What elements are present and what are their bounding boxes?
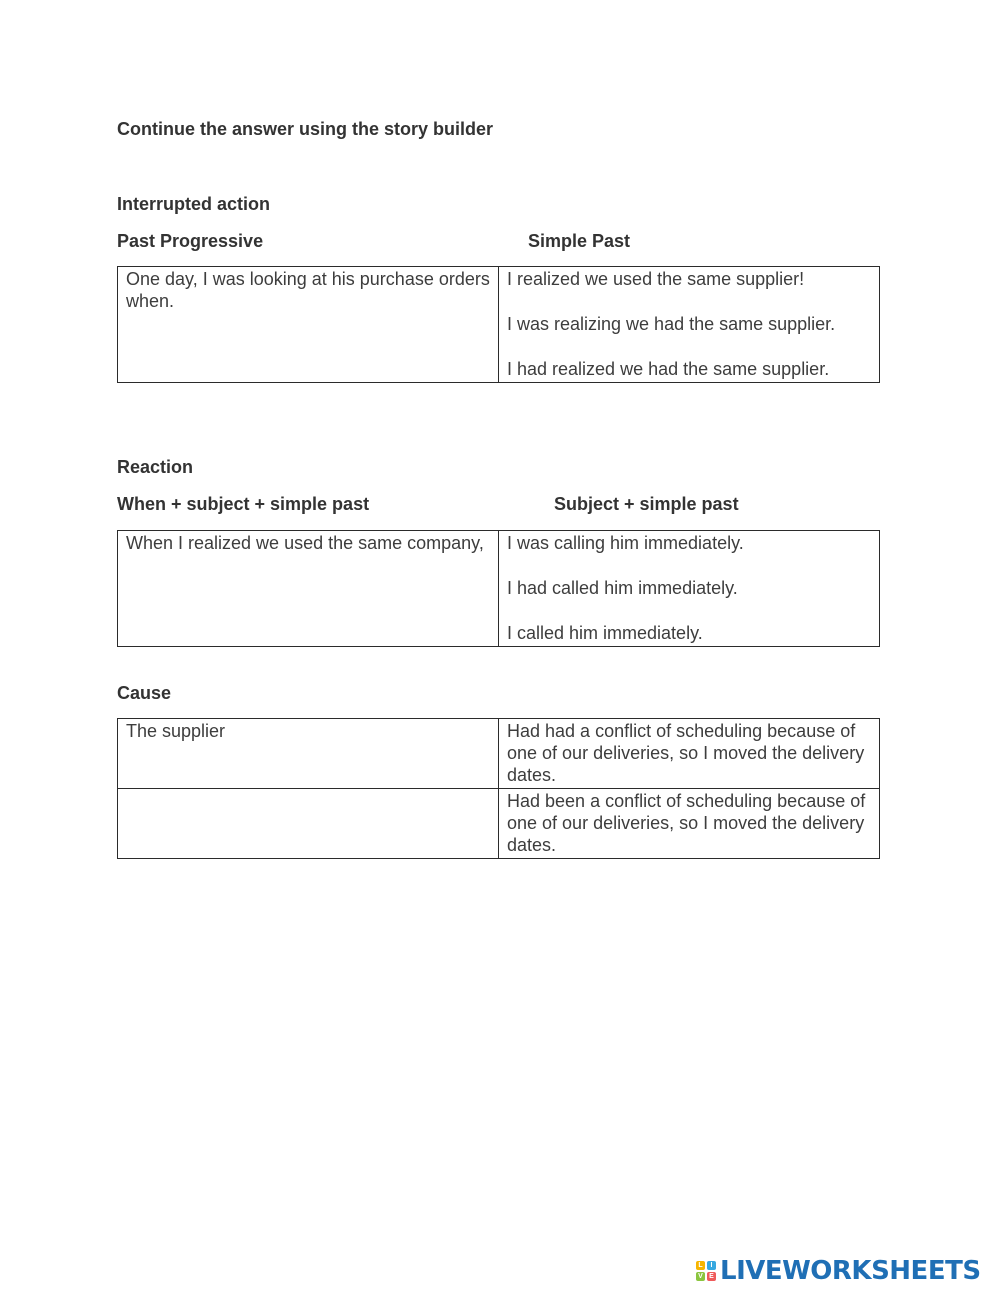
section-heading-cause: Cause xyxy=(117,683,172,703)
prompt-cell: One day, I was looking at his purchase orders when. xyxy=(118,267,499,383)
column-header-simple-past: Simple Past xyxy=(528,231,631,251)
prompt-cell: When I realized we used the same company, xyxy=(118,531,499,647)
table-row xyxy=(118,789,880,859)
answer-options-cell xyxy=(499,267,880,383)
page-title: Continue the answer using the story builder xyxy=(117,119,494,139)
answer-option[interactable]: I was calling him immediately. xyxy=(507,533,744,553)
logo-text: LIVEWORKSHEETS xyxy=(720,1256,981,1286)
answer-option[interactable]: I had called him immediately. xyxy=(507,578,738,598)
liveworksheets-logo xyxy=(696,1254,981,1288)
reaction-table xyxy=(117,530,880,647)
table-row xyxy=(118,267,880,383)
empty-cell xyxy=(118,789,499,859)
answer-option[interactable]: I realized we used the same supplier! xyxy=(507,269,805,289)
column-header-subject-simple-past: Subject + simple past xyxy=(554,494,739,514)
answer-option[interactable]: I had realized we had the same supplier. xyxy=(507,359,830,379)
cause-table xyxy=(117,718,880,859)
answer-option[interactable]: Had been a conflict of scheduling because of one of our deliveries, so I moved the delivery dates. xyxy=(499,789,880,859)
prompt-cell: The supplier xyxy=(118,719,499,789)
column-header-past-progressive: Past Progressive xyxy=(117,231,264,251)
table-row xyxy=(118,531,880,647)
answer-option[interactable]: I called him immediately. xyxy=(507,623,703,643)
interrupted-action-table xyxy=(117,266,880,383)
answer-option[interactable]: Had had a conflict of scheduling because of one of our deliveries, so I moved the delivery dates. xyxy=(499,719,880,789)
column-header-when-subject-simple-past: When + subject + simple past xyxy=(117,494,370,514)
table-row xyxy=(118,719,880,789)
answer-option[interactable]: I was realizing we had the same supplier. xyxy=(507,314,836,334)
answer-options-cell xyxy=(499,531,880,647)
section-heading-interrupted-action: Interrupted action xyxy=(117,194,271,214)
section-heading-reaction: Reaction xyxy=(117,457,194,477)
liveworksheets-logo-icon: L I V E xyxy=(696,1261,716,1281)
